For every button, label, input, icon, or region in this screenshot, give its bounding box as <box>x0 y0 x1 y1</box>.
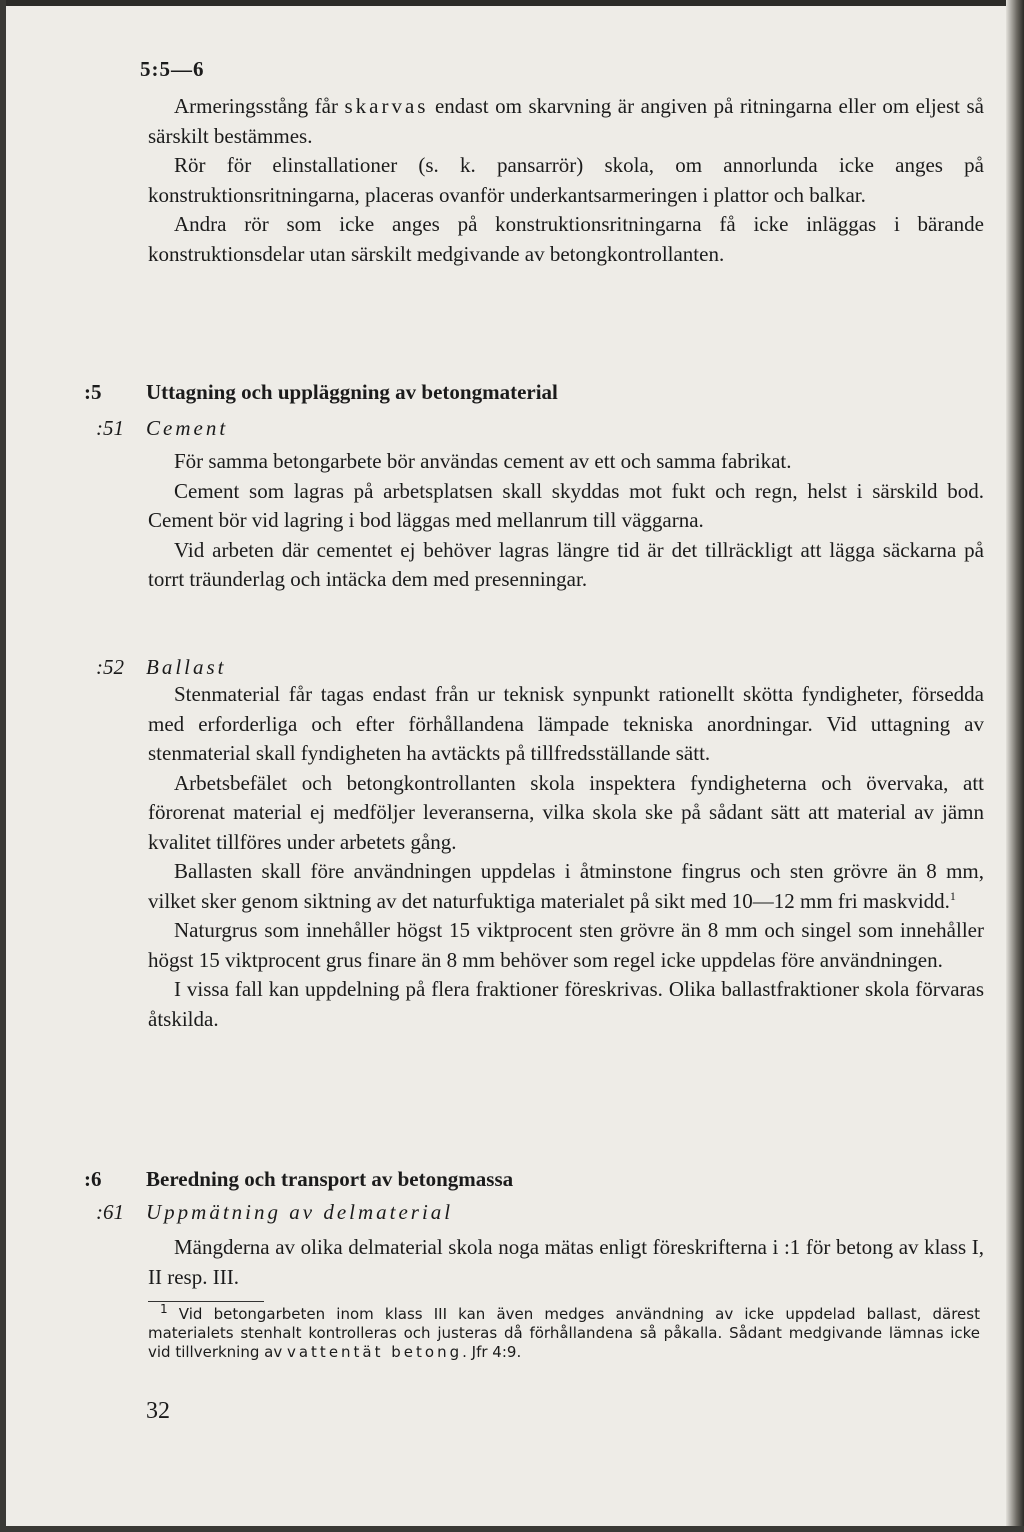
footnote: $^1$ Vid betongarbeten inom klass III kan även medges användning av icke uppdelad ballast, därest materialets stenhalt kontrolleras och justeras då förhållandena så påkalla. Sådant medgivande lämnas icke vid tillverkning av vattentät betong. Jfr 4:9. <box>148 1302 980 1361</box>
ballast-paragraph-2: Arbetsbefälet och betongkontrollanten skola inspektera fyndigheterna och övervaka, att förorenat material ej medföljer leveranserna, vilka skola ske på sådant sätt att material av jämn kvalitet tillföres under arbetets gång. <box>148 770 984 854</box>
page-top-edge <box>0 0 1024 6</box>
cement-paragraph-2: Cement som lagras på arbetsplatsen skall skyddas mot fukt och regn, helst i särskild bod. Cement bör vid lagring i bod läggas med mellanrum till väggarna. <box>148 478 984 532</box>
section-6-heading: :6 Beredning och transport av betongmassa <box>84 1167 514 1191</box>
intro-paragraph-2: Rör för elinstallationer (s. k. pansarrör) skola, om annorlunda icke anges på konstruktionsritningarna, placeras ovanför underkantsarmeringen i plattor och balkar. <box>148 153 984 207</box>
section-reference: 5:5—6 <box>140 57 205 81</box>
ballast-paragraph-5: I vissa fall kan uppdelning på flera fraktioner föreskrivas. Olika ballastfraktioner skola förvaras åtskilda. <box>148 977 984 1031</box>
measurement-paragraph-1: Mängderna av olika delmaterial skola noga mätas enligt föreskrifterna i :1 för betong av klass I, II resp. III. <box>148 1235 984 1289</box>
cement-paragraph-3: Vid arbeten där cementet ej behöver lagras längre tid är det tillräckligt att lägga säckarna på torrt träunderlag och intäcka dem med presenningar. <box>148 537 984 591</box>
subsection-51-text <box>148 447 984 595</box>
ballast-paragraph-3: Ballasten skall före användningen uppdelas i åtminstone fingrus och sten grövre än 8 mm, vilket sker genom siktning av det naturfuktiga materialet på sikt med 10—12 mm fri maskvidd.$^1$ <box>148 859 984 913</box>
subsection-52-text <box>148 680 984 1034</box>
intro-text <box>148 92 984 269</box>
ballast-paragraph-1: Stenmaterial får tagas endast från ur teknisk synpunkt rationellt skötta fyndigheter, försedda med erforderliga och efter förhållandena lämpade tekniska anordningar. Vid uttagning av stenmaterial skall fyndigheten ha avtäckts på tillfredsställande sätt. <box>148 682 984 765</box>
intro-paragraph-1: Armeringsstång får skarvas endast om skarvning är angiven på ritningarna eller om eljest så särskilt bestämmes. <box>148 94 985 148</box>
subsection-61-heading: :61 Uppmätning av delmaterial <box>96 1200 454 1224</box>
subsection-51-heading: :51 Cement <box>96 416 229 440</box>
cement-paragraph-1: För samma betongarbete bör användas cement av ett och samma fabrikat. <box>174 449 792 473</box>
page-right-edge <box>1006 0 1024 1532</box>
subsection-61-text <box>148 1233 984 1292</box>
section-5-heading: :5 Uttagning och uppläggning av betongmaterial <box>84 380 558 404</box>
page-left-edge <box>0 0 6 1532</box>
footnote-marker: 1 <box>949 888 956 903</box>
ballast-paragraph-4: Naturgrus som innehåller högst 15 viktprocent sten grövre än 8 mm och singel som innehåller högst 15 viktprocent grus finare än 8 mm behöver som regel icke uppdelas före användningen. <box>148 918 984 972</box>
page-number: 32 <box>146 1398 170 1424</box>
intro-paragraph-3: Andra rör som icke anges på konstruktionsritningarna få icke inläggas i bärande konstruktionsdelar utan särskilt medgivande av betongkontrollanten. <box>148 212 984 266</box>
page-bottom-edge <box>0 1526 1024 1532</box>
subsection-52-heading: :52 Ballast <box>96 655 227 679</box>
